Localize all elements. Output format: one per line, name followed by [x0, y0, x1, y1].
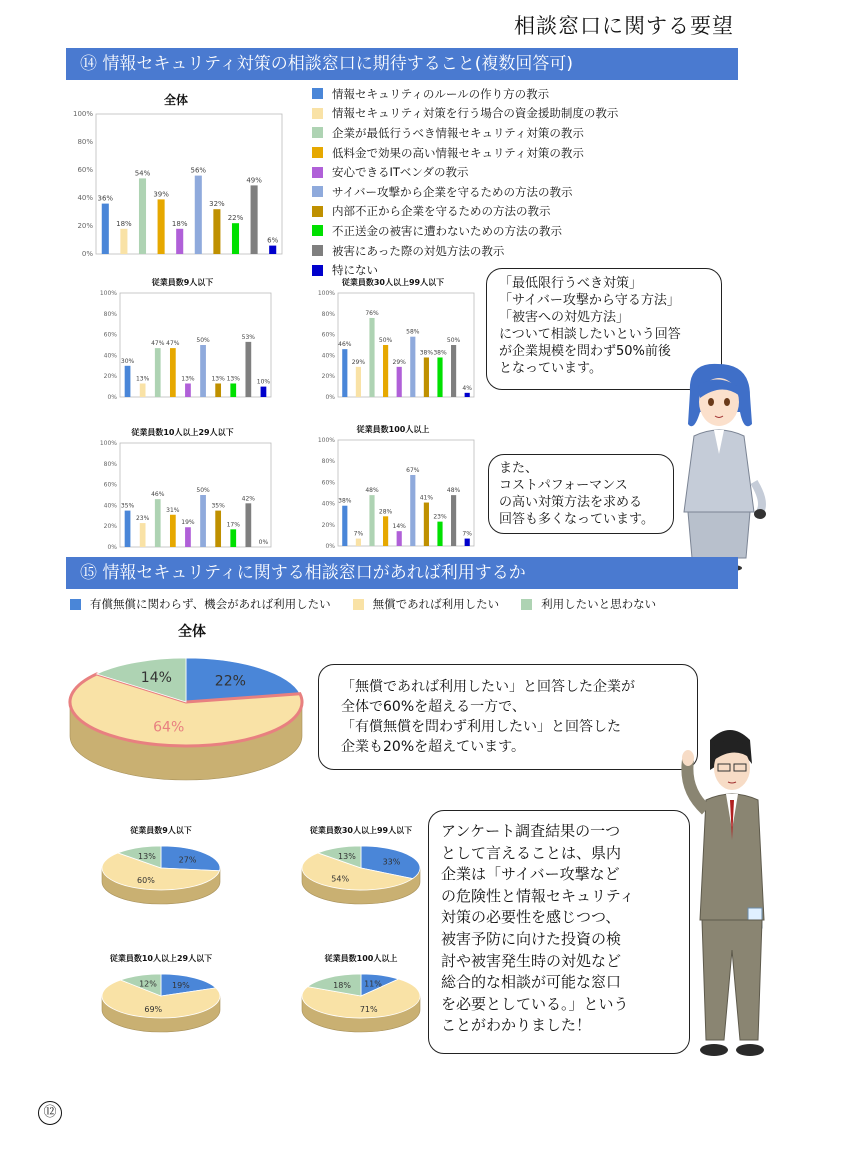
female-character-illustration: [670, 362, 768, 572]
pie-chart-overall: [56, 620, 316, 805]
bar-value-label: 47%: [166, 340, 180, 348]
bar-value-label: 56%: [190, 166, 207, 175]
chart-title: 従業員数10人以上29人以下: [131, 428, 234, 437]
bar-value-label: 29%: [351, 358, 366, 366]
legend-swatch: [312, 265, 323, 276]
bar: [424, 503, 429, 546]
bar: [139, 178, 146, 254]
y-tick-label: 40%: [103, 502, 117, 510]
bar: [120, 229, 127, 254]
bubble-line: 企業は「サイバー攻撃など: [441, 865, 620, 884]
bar: [245, 503, 251, 547]
legend-item: [353, 596, 500, 612]
pie-chart-under-9: [96, 824, 226, 924]
chart-title: 従業員数30人以上99人以下: [309, 826, 413, 835]
chart-title: 全体: [178, 624, 206, 640]
legend-item: [312, 143, 732, 163]
y-tick-label: 20%: [103, 523, 117, 531]
bar-value-label: 18%: [116, 219, 132, 228]
bubble-line: 「サイバー攻撃から守る方法」: [499, 293, 680, 308]
legend-item: [312, 104, 732, 124]
bar: [269, 246, 276, 254]
bar-chart-30-99: [308, 275, 478, 403]
bar: [369, 495, 374, 546]
pie-value-label: 14%: [140, 670, 172, 687]
legend-swatch: [312, 225, 323, 236]
bar-value-label: 48%: [446, 487, 461, 495]
bar: [215, 383, 221, 397]
bar-value-label: 41%: [419, 494, 434, 502]
bar: [356, 367, 361, 397]
pie-value-label: 11%: [364, 979, 382, 989]
bubble-line: 討や被害発生時の対処など: [441, 951, 622, 970]
y-tick-label: 20%: [321, 373, 335, 381]
legend-section-15: [70, 596, 750, 612]
bar: [230, 383, 236, 397]
legend-label: 特にない: [332, 263, 378, 278]
chart-title: 全体: [163, 93, 189, 107]
bar: [251, 185, 258, 254]
bubble-line: 全体で60%を超える一方で、: [341, 699, 526, 715]
pie-value-label: 19%: [172, 981, 190, 991]
legend-swatch: [312, 108, 323, 119]
legend-swatch: [312, 245, 323, 256]
bar-value-label: 30%: [120, 357, 135, 365]
bar-chart-overall: [66, 90, 286, 260]
pie-value-label: 12%: [139, 979, 157, 989]
bar-value-label: 49%: [246, 176, 262, 185]
bar: [185, 527, 191, 547]
bar: [125, 366, 131, 397]
legend-label: 利用したいと思わない: [541, 597, 657, 611]
bar-value-label: 50%: [378, 337, 393, 344]
legend-label: サイバー攻撃から企業を守るための方法の教示: [332, 184, 573, 199]
bar-value-label: 47%: [151, 340, 165, 348]
bar-value-label: 14%: [392, 523, 406, 531]
y-tick-label: 100%: [72, 110, 93, 118]
y-tick-label: 20%: [77, 222, 93, 230]
bar: [155, 348, 161, 397]
y-tick-label: 0%: [325, 394, 335, 401]
bubble-line: 総合的な相談が可能な窓口: [441, 973, 622, 992]
bubble-line: 「有償無償を問わず利用したい」と回答した: [341, 719, 621, 735]
speech-bubble-2: [488, 454, 674, 534]
pie-chart-30-99: [296, 824, 426, 924]
legend-item: [312, 241, 732, 261]
y-tick-label: 60%: [103, 481, 117, 489]
pie-value-label: 71%: [359, 1004, 378, 1014]
bar-value-label: 38%: [338, 497, 352, 505]
bar-value-label: 10%: [256, 378, 271, 386]
bar: [424, 357, 429, 397]
legend-swatch: [312, 147, 323, 158]
bubble-line: となっています。: [499, 361, 602, 376]
speech-bubble-4: [428, 810, 690, 1054]
y-tick-label: 100%: [99, 440, 117, 447]
bar: [451, 495, 456, 546]
bar: [465, 393, 470, 397]
legend-label: 低料金で効果の高い情報セキュリティ対策の教示: [332, 145, 584, 160]
bar-value-label: 50%: [196, 337, 210, 344]
y-tick-label: 0%: [107, 544, 117, 551]
pie-value-label: 13%: [338, 851, 356, 861]
bubble-line: アンケート調査結果の一つ: [441, 822, 621, 840]
legend-item: [312, 84, 732, 104]
y-tick-label: 60%: [321, 479, 335, 487]
bar-value-label: 18%: [171, 219, 188, 228]
pie-value-label: 54%: [331, 874, 350, 884]
y-tick-label: 100%: [99, 290, 117, 297]
chart-title: 従業員数30人以上99人以下: [341, 278, 445, 287]
bar-value-label: 67%: [406, 466, 420, 474]
legend-swatch: [312, 167, 323, 178]
bubble-line: の高い対策方法を求める: [499, 495, 643, 510]
y-tick-label: 80%: [103, 460, 117, 468]
pie-value-label: 18%: [333, 980, 351, 990]
bar-value-label: 17%: [226, 521, 240, 529]
pie-value-label: 69%: [144, 1004, 163, 1014]
speech-bubble-3: [318, 664, 698, 770]
bar: [176, 229, 183, 254]
y-tick-label: 40%: [321, 352, 335, 360]
bar-value-label: 35%: [211, 502, 225, 510]
y-tick-label: 40%: [103, 352, 117, 360]
bar: [185, 383, 191, 397]
bar-value-label: 76%: [365, 309, 379, 317]
bar-value-label: 58%: [406, 328, 420, 336]
bar-value-label: 54%: [134, 169, 151, 178]
bar: [102, 204, 109, 254]
bar-value-label: 32%: [209, 200, 225, 209]
bar-value-label: 7%: [462, 530, 472, 538]
y-tick-label: 60%: [103, 331, 117, 339]
pie-value-label: 13%: [138, 851, 156, 861]
bubble-line: 「無償であれば利用したい」と回答した企業が: [341, 679, 635, 695]
bar: [465, 539, 470, 546]
page-number: ⑫: [38, 1101, 62, 1125]
bar-value-label: 13%: [226, 375, 240, 383]
legend-label: 有償無償に関わらず、機会があれば利用したい: [90, 597, 331, 611]
legend-swatch: [70, 599, 81, 610]
y-tick-label: 40%: [77, 194, 93, 202]
bubble-line: 「被害への対処方法」: [499, 310, 630, 325]
bar: [397, 531, 402, 546]
section-14-header: ⑭ 情報セキュリティ対策の相談窓口に期待すること(複数回答可): [66, 48, 738, 80]
legend-swatch: [353, 599, 364, 610]
bar: [232, 223, 239, 254]
bar-value-label: 38%: [433, 349, 447, 357]
legend-label: 安心できるITベンダの教示: [332, 165, 469, 180]
bar: [437, 522, 442, 546]
bar-chart-10-29: [90, 425, 275, 553]
bar-value-label: 13%: [135, 375, 150, 383]
y-tick-label: 40%: [321, 500, 335, 508]
bar: [451, 345, 456, 397]
legend-label: 情報セキュリティ対策を行う場合の資金援助制度の教示: [332, 106, 619, 121]
page-title: 相談窓口に関する要望: [514, 14, 734, 38]
bar: [397, 367, 402, 397]
pie-chart-100-plus: [296, 952, 426, 1052]
bar-value-label: 22%: [227, 214, 244, 223]
bar-value-label: 46%: [338, 341, 352, 349]
y-tick-label: 60%: [321, 331, 335, 339]
legend-swatch: [312, 206, 323, 217]
chart-title: 従業員数9人以下: [151, 278, 214, 287]
bubble-line: ことがわかりました！: [441, 1016, 592, 1035]
pie-value-label: 33%: [382, 857, 401, 867]
y-tick-label: 100%: [317, 290, 335, 297]
bar-value-label: 0%: [258, 539, 269, 546]
bubble-line: として言えることは、県内: [441, 843, 622, 862]
bubble-line: 「最低限行うべき対策」: [499, 276, 643, 291]
bubble-line: コストパフォーマンス: [499, 478, 628, 493]
legend-label: 内部不正から企業を守るための方法の教示: [332, 204, 551, 219]
bar-value-label: 19%: [181, 519, 195, 527]
legend-swatch: [521, 599, 532, 610]
bubble-line: が企業規模を問わず50%前後: [499, 344, 671, 359]
legend-item: [312, 221, 732, 241]
legend-item: [521, 596, 656, 612]
bar: [140, 523, 146, 547]
pie-chart-10-29: [96, 952, 226, 1052]
bar: [200, 345, 206, 397]
bubble-line: 被害予防に向けた投資の検: [441, 929, 622, 948]
bar: [170, 515, 176, 547]
bar: [245, 342, 251, 397]
bar: [155, 499, 161, 547]
bar-value-label: 6%: [267, 236, 279, 245]
bubble-line: を必要としている。」という: [441, 994, 629, 1013]
legend-label: 被害にあった際の対処方法の教示: [332, 243, 505, 258]
bubble-line: また、: [499, 461, 539, 476]
bubble-line: の危険性と情報セキュリティ: [441, 886, 635, 905]
pie-value-label: 22%: [214, 673, 246, 690]
bubble-line: について相談したいという回答: [499, 327, 681, 342]
bubble-line: 回答も多くなっています。: [499, 512, 654, 527]
bar: [215, 511, 221, 547]
section-15-header: ⑮ 情報セキュリティに関する相談窓口があれば利用するか: [66, 557, 738, 589]
bar: [383, 516, 388, 546]
bar: [410, 475, 415, 546]
bar-value-label: 23%: [135, 515, 150, 523]
legend-label: 不正送金の被害に遭わないための方法の教示: [332, 223, 562, 238]
y-tick-label: 80%: [321, 310, 335, 318]
legend-label: 企業が最低行うべき情報セキュリティ対策の教示: [332, 125, 584, 140]
y-tick-label: 0%: [107, 394, 117, 401]
pie-value-label: 64%: [153, 719, 185, 736]
bar: [410, 337, 415, 397]
pie-value-label: 60%: [137, 875, 155, 885]
y-tick-label: 60%: [77, 166, 93, 174]
bar-value-label: 35%: [120, 502, 135, 510]
bar: [369, 318, 374, 397]
bar-value-label: 7%: [353, 530, 364, 538]
bar-value-label: 53%: [241, 333, 256, 341]
y-tick-label: 80%: [103, 310, 117, 318]
legend-swatch: [312, 127, 323, 138]
legend-item: [312, 162, 732, 182]
bar: [158, 199, 165, 254]
bar-value-label: 23%: [433, 513, 447, 521]
legend-swatch: [312, 88, 323, 99]
bar: [140, 383, 146, 397]
legend-swatch: [312, 186, 323, 197]
legend-item: [312, 202, 732, 222]
legend-label: 情報セキュリティのルールの作り方の教示: [332, 86, 550, 101]
bar-value-label: 50%: [196, 487, 210, 494]
y-tick-label: 0%: [81, 250, 93, 258]
y-tick-label: 80%: [321, 458, 335, 466]
male-character-illustration: [670, 720, 780, 1070]
legend-item: [70, 596, 331, 612]
y-tick-label: 100%: [317, 437, 335, 444]
bar: [125, 511, 131, 547]
bar-value-label: 4%: [462, 384, 472, 392]
bar-value-label: 28%: [378, 508, 393, 516]
bar: [230, 529, 236, 547]
bar: [213, 209, 220, 254]
bubble-line: 対策の必要性を感じつつ、: [441, 908, 621, 927]
y-tick-label: 20%: [103, 373, 117, 381]
bar: [170, 348, 176, 397]
bar: [342, 506, 347, 546]
bar: [383, 345, 388, 397]
bar-value-label: 39%: [153, 190, 169, 199]
bar: [342, 349, 347, 397]
legend-item: [312, 182, 732, 202]
y-tick-label: 0%: [325, 543, 335, 550]
bar: [200, 495, 206, 547]
y-tick-label: 20%: [321, 521, 335, 529]
bar-value-label: 36%: [97, 194, 114, 203]
chart-title: 従業員数100人以上: [356, 425, 430, 434]
chart-title: 従業員数100人以上: [324, 954, 398, 963]
bar-chart-100-plus: [308, 422, 478, 552]
bar: [261, 387, 267, 397]
bar-chart-under-9: [90, 275, 275, 403]
bar-value-label: 48%: [365, 487, 379, 495]
bubble-line: 企業も20%を超えています。: [341, 739, 525, 755]
y-tick-label: 80%: [77, 138, 93, 146]
bar-value-label: 38%: [419, 349, 434, 357]
bar: [356, 539, 361, 546]
bar-value-label: 13%: [211, 375, 225, 383]
chart-title: 従業員数9人以下: [130, 826, 192, 835]
bar: [195, 176, 202, 254]
bar: [437, 357, 442, 397]
bar-value-label: 13%: [181, 375, 195, 383]
bar-value-label: 42%: [241, 495, 256, 503]
bar-value-label: 50%: [446, 337, 461, 344]
chart-title: 従業員数10人以上29人以下: [109, 954, 213, 963]
legend-label: 無償であれば利用したい: [372, 597, 500, 611]
legend-item: [312, 123, 732, 143]
bar-value-label: 29%: [392, 358, 406, 366]
pie-value-label: 27%: [178, 855, 197, 865]
bar-value-label: 46%: [151, 491, 165, 499]
bar-value-label: 31%: [166, 506, 180, 514]
legend-section-14: [312, 84, 732, 280]
